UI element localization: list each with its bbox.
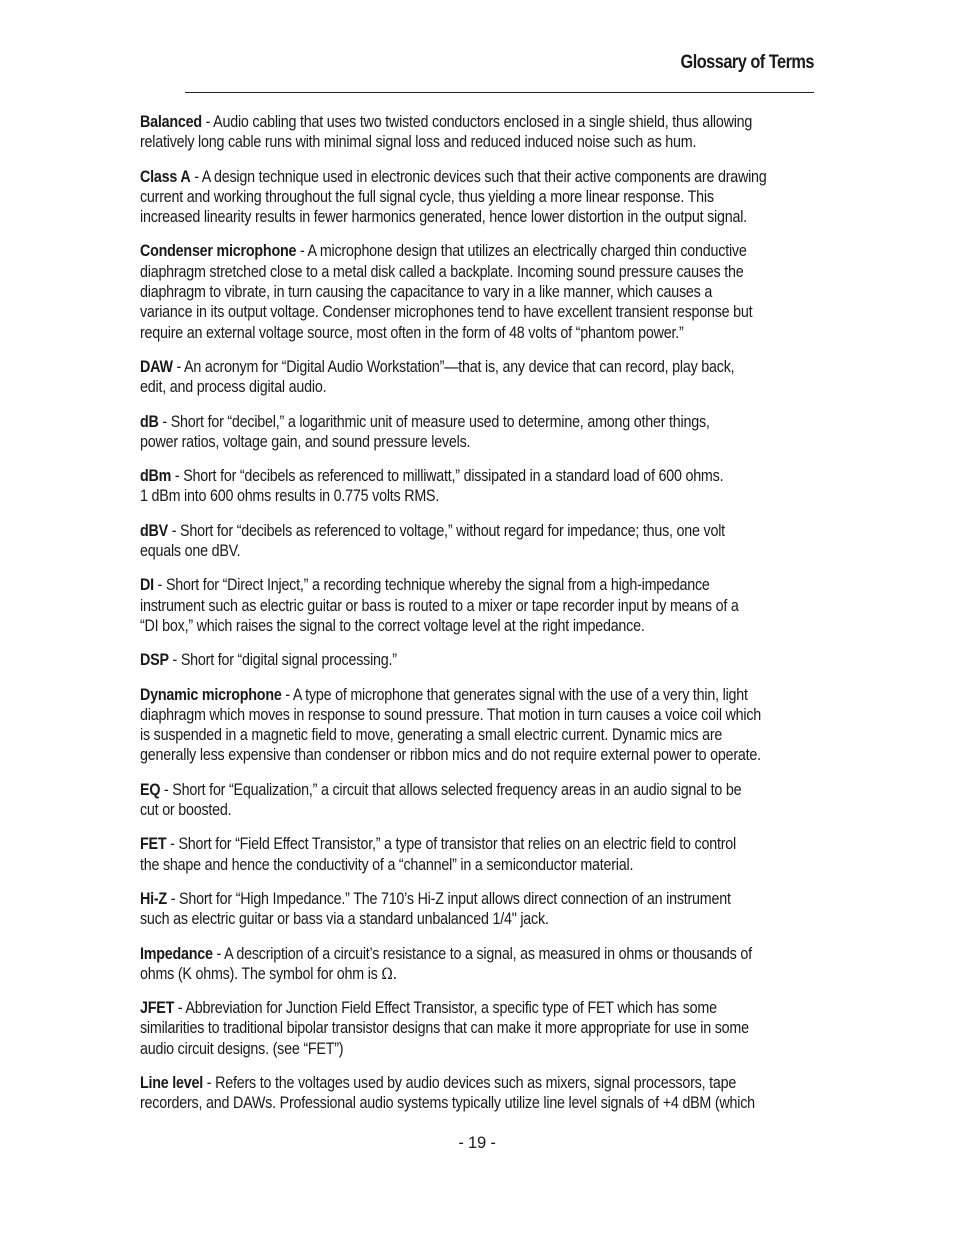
glossary-term: EQ — [140, 779, 161, 799]
glossary-entry-jfet: JFET - Abbreviation for Junction Field Effect Transistor, a specific type of FET which has some similarities to traditional bipolar transistor designs that can make it more appropriate for use in some audio circuit designs. (see “FET”) — [140, 998, 749, 1058]
glossary-entry-impedance: Impedance - A description of a circuit’s resistance to a signal, as measured in ohms or thousands of ohms (K ohms). The symbol for ohm is Ω. — [140, 943, 752, 983]
glossary-entry-db: dB - Short for “decibel,” a logarithmic unit of measure used to determine, among other things, power ratios, voltage gain, and sound pressure levels. — [140, 411, 710, 451]
glossary-term: Hi-Z — [140, 888, 167, 908]
ohm-symbol: Ω. — [381, 963, 397, 983]
glossary-entry-dsp: DSP - Short for “digital signal processing.” — [140, 650, 397, 670]
glossary-entry-condenser-microphone: Condenser microphone - A microphone design that utilizes an electrically charged thin conductive diaphragm stretched close to a metal disk called a backplate. Incoming sound pressure causes the diaphragm to vibrate, in turn causing the capacitance to vary in a like manner, which causes a variance in its output voltage. Condenser microphones tend to have excellent transient response but require an external voltage source, most often in the form of 48 volts of “phantom power.” — [140, 241, 753, 342]
glossary-term: Class A — [140, 166, 191, 186]
glossary-term: Condenser microphone — [140, 241, 297, 261]
glossary-term: DAW — [140, 356, 173, 376]
glossary-entry-eq: EQ - Short for “Equalization,” a circuit that allows selected frequency areas in an audio signal to be cut or boosted. — [140, 779, 742, 820]
glossary-term: Dynamic microphone — [140, 684, 282, 704]
header-divider — [185, 92, 814, 93]
glossary-entry-balanced: Balanced - Audio cabling that uses two twisted conductors enclosed in a single shield, thus allowing relatively long cable runs with minimal signal loss and reduced induced noise such as hum. — [140, 112, 753, 152]
glossary-term: dBV — [140, 520, 168, 540]
glossary-term: FET — [140, 834, 167, 854]
glossary-entry-dbv: dBV - Short for “decibels as referenced to voltage,” without regard for impedance; thus, one volt equals one dBV. — [140, 520, 725, 561]
page-number: - 19 - — [458, 1133, 496, 1152]
glossary-term: dBm — [140, 466, 172, 486]
glossary-term: JFET — [140, 998, 175, 1018]
glossary-term: DSP — [140, 650, 169, 670]
glossary-entry-class-a: Class A - A design technique used in electronic devices such that their active components are drawing current and working throughout the full signal cycle, thus yielding a more linear response. This increased linearity results in fewer harmonics generated, hence lower distortion in the output signal. — [140, 166, 767, 227]
glossary-entry-dbm: dBm - Short for “decibels as referenced to milliwatt,” dissipated in a standard load of 600 ohms. 1 dBm into 600 ohms results in 0.775 volts RMS. — [140, 466, 724, 506]
glossary-list — [140, 112, 814, 1128]
glossary-term: Line level — [140, 1072, 204, 1092]
glossary-term: DI — [140, 575, 154, 595]
glossary-entry-fet: FET - Short for “Field Effect Transistor,” a type of transistor that relies on an electric field to control the shape and hence the conductivity of a “channel” in a semiconductor material. — [140, 834, 736, 874]
glossary-term: dB — [140, 411, 159, 431]
glossary-entry-line-level: Line level - Refers to the voltages used by audio devices such as mixers, signal processors, tape recorders, and DAWs. Professional audio systems typically utilize line level signals of +4 dBM (which — [140, 1072, 755, 1113]
glossary-entry-hi-z: Hi-Z - Short for “High Impedance.” The 710’s Hi-Z input allows direct connection of an instrument such as electric guitar or bass via a standard unbalanced 1/4" jack. — [140, 888, 731, 929]
glossary-term: Impedance — [140, 943, 213, 963]
glossary-term: Balanced — [140, 112, 202, 131]
glossary-entry-daw: DAW - An acronym for “Digital Audio Workstation”—that is, any device that can record, play back, edit, and process digital audio. — [140, 356, 735, 397]
glossary-entry-di: DI - Short for “Direct Inject,” a recording technique whereby the signal from a high-impedance instrument such as electric guitar or bass is routed to a mixer or tape recorder input by means of a “DI box,” which raises the signal to the correct voltage level at the right impedance. — [140, 575, 739, 635]
glossary-entry-dynamic-microphone: Dynamic microphone - A type of microphone that generates signal with the use of a very thin, light diaphragm which moves in response to sound pressure. That motion in turn causes a voice coil which is suspended in a magnetic field to move, generating a small electric current. Dynamic mics are generally less expensive than condenser or ribbon mics and do not require external power to operate. — [140, 684, 762, 765]
page-header-title: Glossary of Terms — [680, 52, 814, 73]
